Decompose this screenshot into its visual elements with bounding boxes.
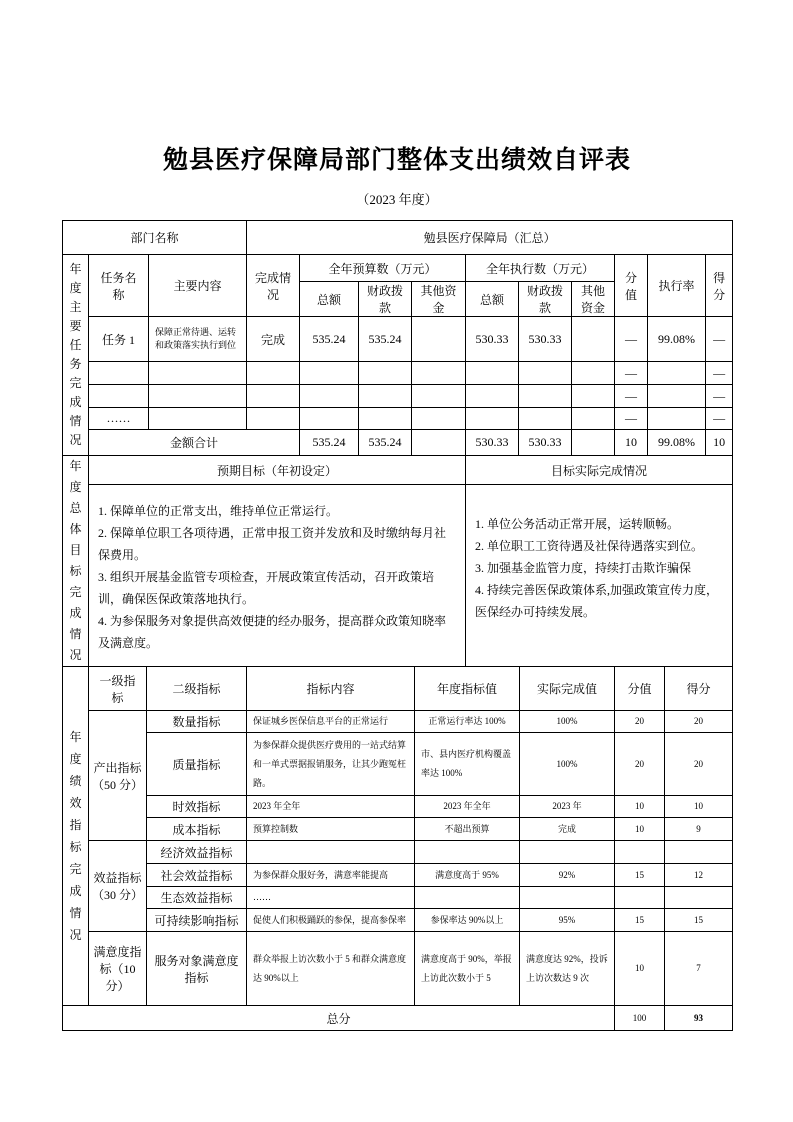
expected-goal-item: 2. 保障单位职工各项待遇，正常申报工资并发放和及时缴纳每月社保费用。 bbox=[98, 526, 447, 562]
l2-indicator: 服务对象满意度指标 bbox=[147, 932, 247, 1006]
l2-indicator: 生态效益指标 bbox=[147, 887, 247, 909]
indicator-points bbox=[615, 841, 665, 864]
total-exec-rate: 99.08% bbox=[648, 430, 706, 456]
indicators-side-label-cell bbox=[63, 667, 89, 1006]
total-score: 10 bbox=[706, 430, 733, 456]
tasks-total-row bbox=[63, 430, 733, 456]
actual-goals-header: 目标实际完成情况 bbox=[466, 456, 733, 485]
expected-goals-header: 预期目标（年初设定） bbox=[89, 456, 466, 485]
task-exec-total bbox=[466, 408, 519, 430]
task-exec-fiscal: 530.33 bbox=[519, 317, 572, 362]
l2-indicator: 经济效益指标 bbox=[147, 841, 247, 864]
col-header-task-name: 任务名称 bbox=[89, 255, 149, 317]
col-header-completion: 完成情况 bbox=[247, 255, 300, 317]
col-header-exec-rate: 执行率 bbox=[648, 255, 706, 317]
task-budget-total bbox=[300, 362, 359, 385]
task-status bbox=[247, 408, 300, 430]
col-header-exec-fiscal: 财政拨款 bbox=[519, 282, 572, 317]
l2-indicator: 数量指标 bbox=[147, 711, 247, 733]
indicator-target: 不超出预算 bbox=[415, 818, 520, 841]
dept-row bbox=[63, 221, 733, 255]
indicator-target bbox=[415, 841, 520, 864]
task-score: — bbox=[706, 385, 733, 408]
task-score: — bbox=[706, 408, 733, 430]
col-header-exec-total: 总额 bbox=[466, 282, 519, 317]
indicator-actual: 100% bbox=[520, 733, 615, 796]
task-row bbox=[63, 317, 733, 362]
task-exec-fiscal bbox=[519, 385, 572, 408]
task-exec-rate bbox=[648, 385, 706, 408]
indicator-row bbox=[63, 818, 733, 841]
indicator-target bbox=[415, 887, 520, 909]
indicator-content bbox=[247, 841, 415, 864]
task-content bbox=[149, 385, 247, 408]
indicator-score: 12 bbox=[665, 864, 733, 887]
dept-value: 勉县医疗保障局（汇总） bbox=[247, 221, 733, 255]
task-exec-other bbox=[572, 408, 615, 430]
col-header-budget-other: 其他资金 bbox=[412, 282, 466, 317]
indicator-actual: 95% bbox=[520, 909, 615, 932]
task-points: — bbox=[615, 362, 648, 385]
total-budget-other bbox=[412, 430, 466, 456]
actual-goals-cell bbox=[466, 485, 733, 667]
l2-indicator: 可持续影响指标 bbox=[147, 909, 247, 932]
tasks-total-label: 金额合计 bbox=[89, 430, 300, 456]
indicator-content: 促使人们积极踊跃的参保，提高参保率 bbox=[247, 909, 415, 932]
total-budget-total: 535.24 bbox=[300, 430, 359, 456]
col-header-budget-total: 总额 bbox=[300, 282, 359, 317]
task-points: — bbox=[615, 408, 648, 430]
col-header-points: 分值 bbox=[615, 255, 648, 317]
col-header-indicator-content: 指标内容 bbox=[247, 667, 415, 711]
task-budget-fiscal bbox=[359, 362, 412, 385]
tasks-header-row-1 bbox=[63, 255, 733, 282]
task-name bbox=[89, 385, 149, 408]
task-budget-total bbox=[300, 385, 359, 408]
task-exec-fiscal bbox=[519, 408, 572, 430]
task-budget-other bbox=[412, 385, 466, 408]
task-budget-total: 535.24 bbox=[300, 317, 359, 362]
indicator-score: 10 bbox=[665, 796, 733, 818]
task-score: — bbox=[706, 317, 733, 362]
actual-goal-item: 3. 加强基金监管力度，持续打击欺诈骗保 bbox=[475, 561, 692, 575]
col-header-exec-group: 全年执行数（万元） bbox=[466, 255, 615, 282]
task-points: — bbox=[615, 317, 648, 362]
task-name: …… bbox=[89, 408, 149, 430]
indicator-target: 满意度高于 95% bbox=[415, 864, 520, 887]
indicators-side-label: 年度绩效指标完成情况 bbox=[69, 730, 82, 942]
indicators-total-score: 93 bbox=[665, 1006, 733, 1031]
l2-indicator: 质量指标 bbox=[147, 733, 247, 796]
page-subtitle: （2023 年度） bbox=[356, 192, 438, 207]
indicator-content: 为参保群众提供医疗费用的一站式结算和一单式票据报销服务，让其少跑冤枉路。 bbox=[247, 733, 415, 796]
indicator-points bbox=[615, 887, 665, 909]
expected-goal-item: 4. 为参保服务对象提供高效便捷的经办服务，提高群众政策知晓率及满意度。 bbox=[98, 614, 447, 650]
indicator-actual bbox=[520, 887, 615, 909]
total-points: 10 bbox=[615, 430, 648, 456]
indicator-row bbox=[63, 733, 733, 796]
indicator-row bbox=[63, 909, 733, 932]
task-budget-fiscal bbox=[359, 385, 412, 408]
task-name bbox=[89, 362, 149, 385]
task-budget-total bbox=[300, 408, 359, 430]
indicator-score: 15 bbox=[665, 909, 733, 932]
col-header-exec-other: 其他资金 bbox=[572, 282, 615, 317]
task-exec-rate bbox=[648, 408, 706, 430]
task-exec-total: 530.33 bbox=[466, 317, 519, 362]
indicator-score: 20 bbox=[665, 733, 733, 796]
task-exec-rate bbox=[648, 362, 706, 385]
col-header-l2-indicator: 二级指标 bbox=[147, 667, 247, 711]
indicator-score bbox=[665, 887, 733, 909]
col-header-budget-group: 全年预算数（万元） bbox=[300, 255, 466, 282]
indicators-table bbox=[62, 666, 733, 1031]
task-exec-other bbox=[572, 317, 615, 362]
indicators-total-label: 总分 bbox=[63, 1006, 615, 1031]
indicators-total-row bbox=[63, 1006, 733, 1031]
col-header-actual-value: 实际完成值 bbox=[520, 667, 615, 711]
task-budget-other bbox=[412, 362, 466, 385]
task-budget-fiscal bbox=[359, 408, 412, 430]
task-row bbox=[63, 408, 733, 430]
l2-indicator: 成本指标 bbox=[147, 818, 247, 841]
task-exec-other bbox=[572, 362, 615, 385]
actual-goal-item: 1. 单位公务活动正常开展，运转顺畅。 bbox=[475, 517, 680, 531]
indicator-content: 2023 年全年 bbox=[247, 796, 415, 818]
l1-indicator-output: 产出指标（50 分） bbox=[89, 711, 147, 841]
indicator-points: 20 bbox=[615, 711, 665, 733]
indicator-score: 9 bbox=[665, 818, 733, 841]
goals-table bbox=[62, 455, 733, 667]
task-status bbox=[247, 385, 300, 408]
col-header-annual-target: 年度指标值 bbox=[415, 667, 520, 711]
task-row bbox=[63, 385, 733, 408]
col-header-main-content: 主要内容 bbox=[149, 255, 247, 317]
indicators-total-points: 100 bbox=[615, 1006, 665, 1031]
total-exec-fiscal: 530.33 bbox=[519, 430, 572, 456]
task-score: — bbox=[706, 362, 733, 385]
total-exec-total: 530.33 bbox=[466, 430, 519, 456]
task-content bbox=[149, 408, 247, 430]
indicator-actual bbox=[520, 841, 615, 864]
goals-header-row bbox=[63, 456, 733, 485]
indicator-actual: 满意度达 92%，投诉上访次数达 9 次 bbox=[520, 932, 615, 1006]
indicator-score: 7 bbox=[665, 932, 733, 1006]
task-exec-total bbox=[466, 362, 519, 385]
indicator-row bbox=[63, 864, 733, 887]
goals-content-row bbox=[63, 485, 733, 667]
task-status bbox=[247, 362, 300, 385]
col-header-budget-fiscal: 财政拨款 bbox=[359, 282, 412, 317]
indicator-points: 10 bbox=[615, 818, 665, 841]
expected-goal-item: 3. 组织开展基金监管专项检查，开展政策宣传活动，召开政策培训，确保医保政策落地执行。 bbox=[98, 570, 435, 606]
task-points: — bbox=[615, 385, 648, 408]
indicator-content: 群众举报上访次数小于 5 和群众满意度达 90%以上 bbox=[247, 932, 415, 1006]
indicator-row bbox=[63, 932, 733, 1006]
expected-goals-cell bbox=[89, 485, 466, 667]
task-content bbox=[149, 362, 247, 385]
tasks-table bbox=[62, 220, 733, 456]
task-name: 任务 1 bbox=[89, 317, 149, 362]
task-row bbox=[63, 362, 733, 385]
indicator-target: 市、县内医疗机构覆盖率达 100% bbox=[415, 733, 520, 796]
indicator-row bbox=[63, 887, 733, 909]
indicator-content: …… bbox=[247, 887, 415, 909]
indicator-points: 20 bbox=[615, 733, 665, 796]
indicator-row bbox=[63, 711, 733, 733]
indicator-row bbox=[63, 841, 733, 864]
indicator-score bbox=[665, 841, 733, 864]
task-content: 保障正常待遇、运转和政策落实执行到位 bbox=[149, 317, 247, 362]
indicator-actual: 完成 bbox=[520, 818, 615, 841]
task-budget-other bbox=[412, 408, 466, 430]
l1-indicator-benefit: 效益指标（30 分） bbox=[89, 841, 147, 932]
total-exec-other bbox=[572, 430, 615, 456]
task-budget-fiscal: 535.24 bbox=[359, 317, 412, 362]
indicator-target: 参保率达 90%以上 bbox=[415, 909, 520, 932]
indicator-score: 20 bbox=[665, 711, 733, 733]
indicators-header-row bbox=[63, 667, 733, 711]
indicator-actual: 92% bbox=[520, 864, 615, 887]
actual-goal-item: 2. 单位职工工资待遇及社保待遇落实到位。 bbox=[475, 539, 704, 553]
dept-label: 部门名称 bbox=[63, 221, 247, 255]
task-exec-other bbox=[572, 385, 615, 408]
page-title: 勉县医疗保障局部门整体支出绩效自评表 bbox=[162, 146, 631, 174]
task-exec-rate: 99.08% bbox=[648, 317, 706, 362]
l1-indicator-satisfaction: 满意度指标（10 分） bbox=[89, 932, 147, 1006]
col-header-l1-indicator: 一级指标 bbox=[89, 667, 147, 711]
indicator-actual: 100% bbox=[520, 711, 615, 733]
indicator-points: 10 bbox=[615, 796, 665, 818]
task-budget-other bbox=[412, 317, 466, 362]
goals-side-label: 年度总体目标完成情况 bbox=[69, 459, 82, 662]
col-header-score: 得分 bbox=[665, 667, 733, 711]
goals-side-label-cell bbox=[63, 456, 89, 667]
l2-indicator: 社会效益指标 bbox=[147, 864, 247, 887]
col-header-score: 得分 bbox=[706, 255, 733, 317]
indicator-actual: 2023 年 bbox=[520, 796, 615, 818]
indicator-points: 15 bbox=[615, 864, 665, 887]
indicator-row bbox=[63, 796, 733, 818]
expected-goal-item: 1. 保障单位的正常支出，维持单位正常运行。 bbox=[98, 504, 339, 518]
indicator-content: 为参保群众服好务，满意率能提高 bbox=[247, 864, 415, 887]
tasks-side-label: 年度主要任务完成情况 bbox=[69, 262, 82, 447]
total-budget-fiscal: 535.24 bbox=[359, 430, 412, 456]
task-exec-total bbox=[466, 385, 519, 408]
indicator-target: 正常运行率达 100% bbox=[415, 711, 520, 733]
actual-goal-item: 4. 持续完善医保政策体系,加强政策宣传力度，医保经办可持续发展。 bbox=[475, 583, 719, 619]
indicator-content: 保证城乡医保信息平台的正常运行 bbox=[247, 711, 415, 733]
tasks-side-label-cell bbox=[63, 255, 89, 456]
indicator-target: 2023 年全年 bbox=[415, 796, 520, 818]
task-exec-fiscal bbox=[519, 362, 572, 385]
task-status: 完成 bbox=[247, 317, 300, 362]
indicator-content: 预算控制数 bbox=[247, 818, 415, 841]
l2-indicator: 时效指标 bbox=[147, 796, 247, 818]
indicator-points: 15 bbox=[615, 909, 665, 932]
col-header-points: 分值 bbox=[615, 667, 665, 711]
indicator-target: 满意度高于 90%，举报上访此次数小于 5 bbox=[415, 932, 520, 1006]
indicator-points: 10 bbox=[615, 932, 665, 1006]
